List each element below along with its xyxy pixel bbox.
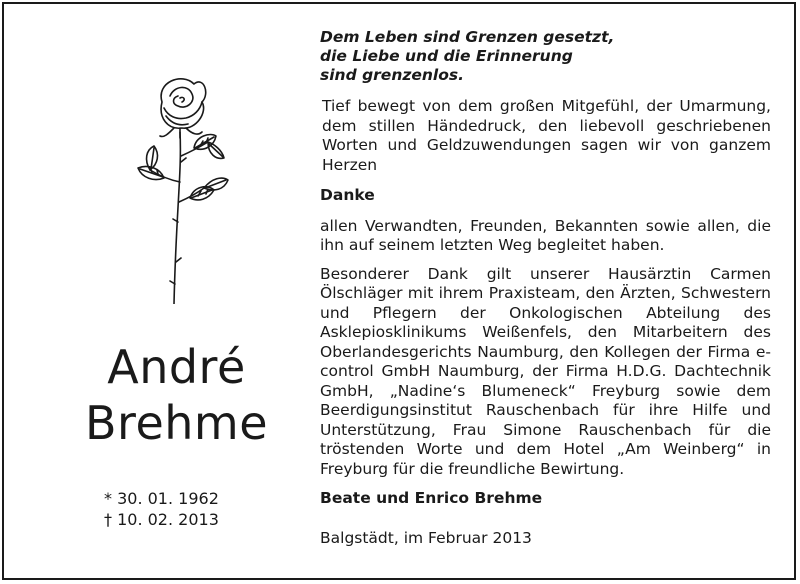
right-column (320, 28, 771, 547)
place-date: Balgstädt, im Februar 2013 (320, 528, 532, 547)
birth-date: * 30. 01. 1962 (104, 489, 219, 508)
motto-line: die Liebe und die Erinnerung (320, 47, 573, 65)
obituary-card (2, 2, 796, 580)
life-dates (104, 488, 219, 530)
special-thanks-paragraph: Besonderer Dank gilt unserer Hausärztin Carmen Ölschläger mit ihrem Praxisteam, den Ärzten, Schwestern und Pflegern der Onkologischen Abteilung des Asklepiosklinikums Weißenfels, den Mitarbeitern des Oberlandesgerichts Naumburg, den Kollegen der Firma e-control GmbH Naumburg, der Firma H.D.G. Dachtechnik GmbH, „Nadine‘s Blumeneck“ Freyburg sowie dem Beerdigungsinstitut Rauschenbach für ihre Hilfe und Unterstützung, Frau Simone Rauschenbach für die tröstenden Worte und dem Hotel „Am Weinberg“ in Freyburg für die freundliche Bewirtung. (320, 264, 771, 478)
motto-line: Dem Leben sind Grenzen gesetzt, (320, 28, 615, 46)
deceased-last-name: Brehme (84, 396, 269, 450)
rose-icon (124, 72, 234, 304)
thanks-heading: Danke (320, 186, 375, 204)
motto (320, 28, 771, 85)
left-column (4, 4, 309, 578)
death-date: † 10. 02. 2013 (104, 510, 219, 529)
relatives-paragraph: allen Verwandten, Freunden, Bekannten sowie allen, die ihn auf seinem letzten Weg begleitet haben. (320, 216, 771, 254)
deceased-first-name: André (107, 340, 246, 394)
signature: Beate und Enrico Brehme (320, 489, 543, 507)
gratitude-paragraph: Tief bewegt von dem großen Mitgefühl, der Umarmung, dem stillen Händedruck, den liebevoll geschriebenen Worten und Geldzuwendungen sagen wir von ganzem Herzen (322, 97, 771, 174)
motto-line: sind grenzenlos. (320, 66, 464, 84)
